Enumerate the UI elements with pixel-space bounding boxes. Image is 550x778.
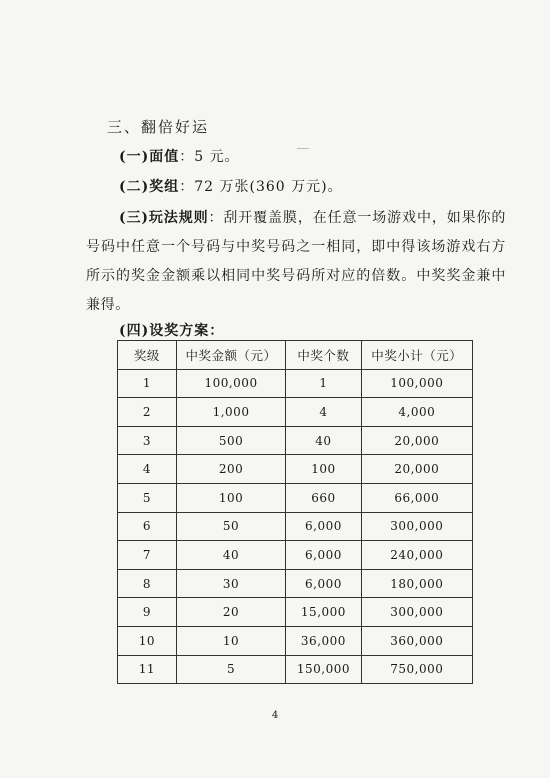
page-number: 4 — [271, 710, 279, 721]
prize-group-text: ：72 万张(360 万元)。 — [179, 179, 343, 195]
cell-level: 7 — [118, 541, 177, 570]
table-header-row — [118, 341, 473, 370]
cell-count: 40 — [286, 426, 361, 455]
table-row — [118, 455, 473, 484]
face-value-label: (一)面值 — [119, 149, 180, 165]
table-row — [118, 512, 473, 541]
cell-count: 4 — [286, 398, 361, 427]
cell-subtotal: 20,000 — [361, 455, 472, 484]
table-row — [118, 426, 473, 455]
play-rules-paragraph — [86, 204, 506, 320]
cell-count: 1 — [286, 369, 361, 398]
cell-count: 6,000 — [286, 569, 361, 598]
cell-level: 1 — [118, 369, 177, 398]
cell-level: 5 — [118, 483, 177, 512]
table-row — [118, 483, 473, 512]
cell-subtotal: 240,000 — [361, 541, 472, 570]
cell-amount: 30 — [176, 569, 285, 598]
header-subtotal: 中奖小计（元） — [361, 341, 472, 370]
cell-amount: 200 — [176, 455, 285, 484]
prize-group-label: (二)奖组 — [119, 179, 180, 195]
table-row — [118, 569, 473, 598]
cell-amount: 40 — [176, 541, 285, 570]
cell-subtotal: 360,000 — [361, 626, 472, 655]
cell-level: 10 — [118, 626, 177, 655]
prize-group-line — [119, 176, 343, 196]
scan-mark — [297, 148, 309, 149]
prize-scheme-label: (四)设奖方案： — [119, 323, 225, 339]
play-rules-label: (三)玩法规则 — [119, 210, 209, 226]
header-count: 中奖个数 — [286, 341, 361, 370]
table-row — [118, 626, 473, 655]
table-row — [118, 598, 473, 627]
cell-count: 15,000 — [286, 598, 361, 627]
face-value-line — [119, 146, 240, 166]
cell-count: 6,000 — [286, 512, 361, 541]
table-row — [118, 541, 473, 570]
cell-level: 6 — [118, 512, 177, 541]
cell-amount: 10 — [176, 626, 285, 655]
table-row — [118, 655, 473, 684]
cell-amount: 5 — [176, 655, 285, 684]
cell-subtotal: 300,000 — [361, 512, 472, 541]
cell-subtotal: 180,000 — [361, 569, 472, 598]
cell-level: 8 — [118, 569, 177, 598]
cell-subtotal: 300,000 — [361, 598, 472, 627]
cell-subtotal: 4,000 — [361, 398, 472, 427]
section-title: 三、翻倍好运 — [107, 118, 210, 136]
header-amount: 中奖金额（元） — [176, 341, 285, 370]
cell-count: 36,000 — [286, 626, 361, 655]
cell-count: 660 — [286, 483, 361, 512]
cell-level: 2 — [118, 398, 177, 427]
cell-level: 3 — [118, 426, 177, 455]
cell-amount: 20 — [176, 598, 285, 627]
cell-level: 4 — [118, 455, 177, 484]
face-value-text: ：5 元。 — [179, 149, 240, 165]
cell-amount: 500 — [176, 426, 285, 455]
cell-level: 11 — [118, 655, 177, 684]
prize-table-body — [118, 369, 473, 684]
cell-subtotal: 750,000 — [361, 655, 472, 684]
header-level: 奖级 — [118, 341, 177, 370]
cell-amount: 100,000 — [176, 369, 285, 398]
cell-level: 9 — [118, 598, 177, 627]
cell-subtotal: 100,000 — [361, 369, 472, 398]
cell-count: 6,000 — [286, 541, 361, 570]
cell-amount: 50 — [176, 512, 285, 541]
cell-subtotal: 20,000 — [361, 426, 472, 455]
prize-table — [117, 340, 473, 684]
table-row — [118, 369, 473, 398]
cell-subtotal: 66,000 — [361, 483, 472, 512]
cell-amount: 1,000 — [176, 398, 285, 427]
cell-count: 100 — [286, 455, 361, 484]
play-rules-text: ：刮开覆盖膜，在任意一场游戏中，如果你的号码中任意一个号码与中奖号码之一相同，即中得该场游戏右方所示的奖金金额乘以相同中奖号码所对应的倍数。中奖奖金兼中兼得。 — [86, 210, 506, 313]
cell-amount: 100 — [176, 483, 285, 512]
table-row — [118, 398, 473, 427]
cell-count: 150,000 — [286, 655, 361, 684]
